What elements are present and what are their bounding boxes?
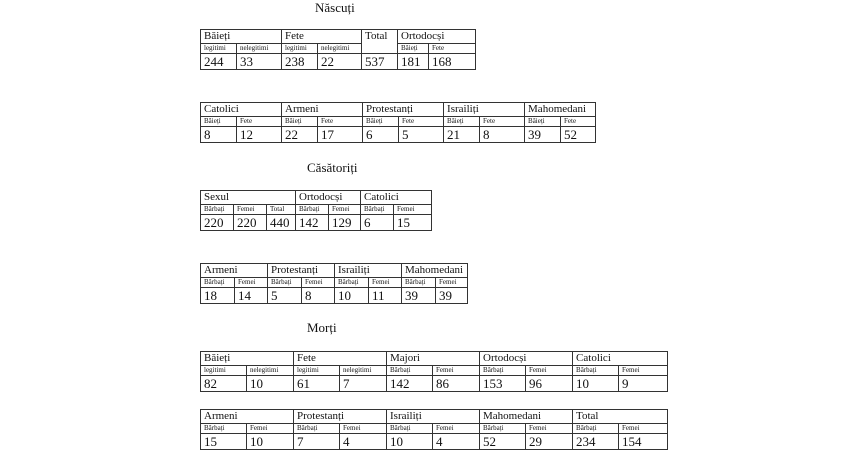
subheader-cell: Bărbați (361, 205, 394, 215)
value-cell: 9 (619, 376, 668, 392)
subheader-cell: Bărbați (201, 424, 247, 434)
header-mahomedani: Mahomedani (480, 410, 573, 424)
subheader-cell: Bărbați (387, 424, 433, 434)
header-armeni: Armeni (201, 264, 268, 278)
value-cell: 7 (340, 376, 387, 392)
value-cell: 29 (526, 434, 573, 450)
value-cell: 142 (296, 215, 329, 231)
header-catolici: Catolici (361, 191, 432, 205)
header-ortodocsi: Ortodocși (296, 191, 361, 205)
value-cell: 10 (247, 434, 294, 450)
subheader-cell: Fete (480, 117, 525, 127)
subheader-cell: Bărbați (573, 366, 619, 376)
value-cell: 6 (361, 215, 394, 231)
subheader-cell: Băieți (282, 117, 318, 127)
value-cell: 39 (525, 127, 561, 143)
header-catolici: Catolici (573, 352, 668, 366)
subheader-cell: Femei (247, 424, 294, 434)
value-cell: 4 (340, 434, 387, 450)
value-cell: 17 (318, 127, 363, 143)
subheader-cell: Bărbați (387, 366, 433, 376)
header-protestanti: Protestanți (363, 103, 444, 117)
subheader-cell: Femei (433, 366, 480, 376)
subheader-cell: Femei (340, 424, 387, 434)
value-cell: 4 (433, 434, 480, 450)
subheader-cell: Bărbați (402, 278, 436, 288)
value-cell: 22 (282, 127, 318, 143)
value-cell: 142 (387, 376, 433, 392)
subheader-cell: Fete (237, 117, 282, 127)
table-morti-1 (200, 351, 668, 392)
header-total: Total (362, 30, 398, 54)
value-cell: 22 (318, 54, 362, 70)
subheader-cell: Fete (429, 44, 476, 54)
value-cell: 10 (247, 376, 294, 392)
subheader-cell: Băieți (525, 117, 561, 127)
subheader-cell: Bărbați (268, 278, 302, 288)
header-baieti: Băieți (201, 352, 294, 366)
subheader-cell: Femei (369, 278, 402, 288)
value-cell: 39 (402, 288, 436, 304)
subheader-cell: Femei (234, 205, 267, 215)
value-cell: 82 (201, 376, 247, 392)
value-cell: 86 (433, 376, 480, 392)
value-cell: 220 (234, 215, 267, 231)
table-nascuti-2 (200, 102, 596, 143)
subheader-cell: legitimi (201, 44, 237, 54)
subheader-cell: Femei (436, 278, 468, 288)
value-cell: 5 (399, 127, 444, 143)
section-title-morti: Morți (307, 320, 337, 335)
value-cell: 39 (436, 288, 468, 304)
value-cell: 10 (387, 434, 433, 450)
section-title-nascuti: Născuți (315, 0, 355, 15)
subheader-cell: Fete (561, 117, 596, 127)
header-israiliti: Israiliți (387, 410, 480, 424)
value-cell: 7 (294, 434, 340, 450)
value-cell: 96 (526, 376, 573, 392)
value-cell: 15 (394, 215, 432, 231)
value-cell: 181 (398, 54, 429, 70)
value-cell: 440 (267, 215, 296, 231)
value-cell: 220 (201, 215, 234, 231)
subheader-cell: Bărbați (335, 278, 369, 288)
subheader-cell: Băieți (398, 44, 429, 54)
subheader-cell: Băieți (363, 117, 399, 127)
value-cell: 12 (237, 127, 282, 143)
value-cell: 61 (294, 376, 340, 392)
value-cell: 8 (302, 288, 335, 304)
subheader-cell: Băieți (201, 117, 237, 127)
value-cell: 18 (201, 288, 235, 304)
value-cell: 52 (561, 127, 596, 143)
value-cell: 244 (201, 54, 237, 70)
header-mahomedani: Mahomedani (525, 103, 596, 117)
header-armeni: Armeni (282, 103, 363, 117)
value-cell: 154 (619, 434, 668, 450)
value-cell: 234 (573, 434, 619, 450)
value-cell: 6 (363, 127, 399, 143)
header-ortodocsi: Ortodocși (398, 30, 476, 44)
subheader-cell: Femei (433, 424, 480, 434)
header-israiliti: Israiliți (444, 103, 525, 117)
subheader-cell: Bărbați (201, 278, 235, 288)
header-catolici: Catolici (201, 103, 282, 117)
subheader-cell: Bărbați (296, 205, 329, 215)
subheader-cell: nelegitimi (237, 44, 282, 54)
subheader-cell: Femei (526, 424, 573, 434)
header-majori: Majori (387, 352, 480, 366)
table-casatoriti-1 (200, 190, 432, 231)
header-armeni: Armeni (201, 410, 294, 424)
subheader-cell: Total (267, 205, 296, 215)
value-cell: 33 (237, 54, 282, 70)
header-fete: Fete (294, 352, 387, 366)
value-cell: 238 (282, 54, 318, 70)
subheader-cell: Femei (526, 366, 573, 376)
value-cell: 537 (362, 54, 398, 70)
table-morti-2 (200, 409, 668, 450)
subheader-cell: Bărbați (294, 424, 340, 434)
subheader-cell: Fete (318, 117, 363, 127)
header-fete: Fete (282, 30, 362, 44)
subheader-cell: Femei (619, 424, 668, 434)
subheader-cell: Bărbați (480, 366, 526, 376)
subheader-cell: nelegitimi (318, 44, 362, 54)
header-total: Total (573, 410, 668, 424)
subheader-cell: Femei (302, 278, 335, 288)
subheader-cell: nelegitimi (340, 366, 387, 376)
header-mahomedani: Mahomedani (402, 264, 468, 278)
value-cell: 10 (573, 376, 619, 392)
header-ortodocsi: Ortodocși (480, 352, 573, 366)
header-protestanti: Protestanți (268, 264, 335, 278)
subheader-cell: Bărbați (480, 424, 526, 434)
subheader-cell: Femei (394, 205, 432, 215)
value-cell: 129 (329, 215, 361, 231)
subheader-cell: Băieți (444, 117, 480, 127)
value-cell: 15 (201, 434, 247, 450)
value-cell: 5 (268, 288, 302, 304)
header-israiliti: Israiliți (335, 264, 402, 278)
value-cell: 14 (235, 288, 268, 304)
value-cell: 8 (480, 127, 525, 143)
subheader-cell: legitimi (201, 366, 247, 376)
value-cell: 52 (480, 434, 526, 450)
table-casatoriti-2 (200, 263, 468, 304)
table-nascuti-1 (200, 29, 476, 70)
subheader-cell: Femei (329, 205, 361, 215)
subheader-cell: Femei (619, 366, 668, 376)
header-baieti: Băieți (201, 30, 282, 44)
value-cell: 168 (429, 54, 476, 70)
value-cell: 8 (201, 127, 237, 143)
value-cell: 10 (335, 288, 369, 304)
subheader-cell: Fete (399, 117, 444, 127)
header-sexul: Sexul (201, 191, 296, 205)
section-title-casatoriti: Căsătoriți (307, 160, 358, 175)
value-cell: 11 (369, 288, 402, 304)
subheader-cell: legitimi (282, 44, 318, 54)
subheader-cell: legitimi (294, 366, 340, 376)
subheader-cell: Femei (235, 278, 268, 288)
header-protestanti: Protestanți (294, 410, 387, 424)
value-cell: 21 (444, 127, 480, 143)
value-cell: 153 (480, 376, 526, 392)
subheader-cell: nelegitimi (247, 366, 294, 376)
subheader-cell: Bărbați (201, 205, 234, 215)
subheader-cell: Bărbați (573, 424, 619, 434)
